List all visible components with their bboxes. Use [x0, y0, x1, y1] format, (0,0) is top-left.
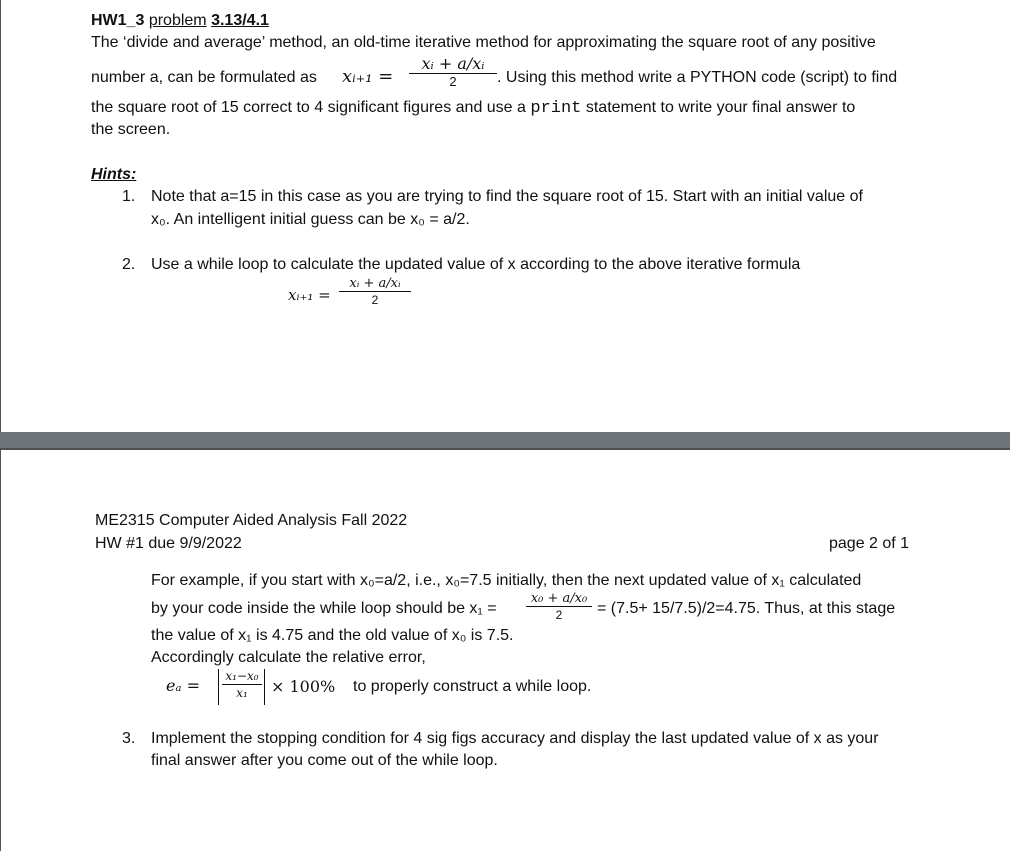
hint-2-line-1: Use a while loop to calculate the updated value of x according to the above iterative formula: [151, 256, 801, 273]
formula-denominator: 2: [449, 74, 457, 89]
hints-heading: Hints:: [91, 166, 137, 183]
hint-3-line-1: Implement the stopping condition for 4 sig figs accuracy and display the last updated value of x as your: [151, 730, 879, 747]
title-number: 3.13/4.1: [211, 12, 269, 29]
hint-1-number: 1.: [122, 188, 136, 205]
hint-3-line-2: final answer after you come out of the while loop.: [151, 752, 498, 769]
intro-line-3a: the square root of 15 correct to 4 significant figures and use a: [91, 99, 526, 116]
example-line-2b: = (7.5+ 15/7.5)/2=4.75. Thus, at this stage: [597, 600, 896, 617]
title-hw: HW1_3: [91, 12, 145, 29]
problem-title: [91, 11, 269, 31]
relative-error-lhs: eₐ =: [166, 676, 200, 695]
page-separator: [0, 432, 1010, 450]
page-2: [0, 450, 1010, 851]
page-number: page 2 of 1: [829, 535, 910, 552]
intro-line-3: [91, 98, 855, 119]
intro-line-2a: number a, can be formulated as: [91, 69, 317, 86]
example-line-2a: by your code inside the while loop should be x₁ =: [151, 600, 497, 617]
intro-line-4: the screen.: [91, 121, 171, 138]
hint-2-denominator: 2: [371, 293, 379, 307]
relative-error-fraction: [222, 669, 262, 702]
hint-2-numerator: xᵢ + a/xᵢ: [349, 276, 401, 291]
hw-due: HW #1 due 9/9/2022: [95, 535, 242, 552]
error-tail-text: to properly construct a while loop.: [353, 678, 592, 695]
times-100-percent: × 100%: [271, 677, 336, 696]
error-denominator: x₁: [236, 686, 248, 700]
print-keyword: print: [530, 99, 582, 118]
hint-3-number: 3.: [122, 730, 136, 747]
hint-2-formula-fraction: [339, 276, 411, 308]
abs-bar-right: [264, 669, 265, 705]
course-header: ME2315 Computer Aided Analysis Fall 2022: [95, 512, 408, 529]
example-line-3: the value of x₁ is 4.75 and the old value of x₀ is 7.5.: [151, 627, 514, 644]
example-denominator: 2: [555, 608, 563, 622]
hint-1-line-1: Note that a=15 in this case as you are trying to find the square root of 15. Start with an initial value of: [151, 188, 863, 205]
example-numerator: x₀ + a/x₀: [530, 591, 588, 606]
hint-2-formula-lhs: xᵢ₊₁ =: [288, 286, 331, 304]
example-line-1: For example, if you start with x₀=a/2, i.e., x₀=7.5 initially, then the next updated value of x₁ calculated: [151, 572, 862, 589]
formula-fraction: [409, 55, 497, 90]
example-fraction: [526, 591, 592, 623]
formula-lhs: xᵢ₊₁ =: [342, 66, 394, 87]
error-numerator: x₁−x₀: [225, 669, 259, 683]
intro-line-3b: statement to write your final answer to: [585, 99, 856, 116]
example-line-4: Accordingly calculate the relative error,: [151, 649, 426, 666]
abs-bar-left: [218, 669, 219, 705]
hint-1-line-2: x₀. An intelligent initial guess can be x₀ = a/2.: [151, 211, 470, 228]
title-problem: problem: [148, 12, 207, 29]
intro-line-2b: . Using this method write a PYTHON code (script) to find: [497, 69, 898, 86]
hint-2-number: 2.: [122, 256, 136, 273]
formula-numerator: xᵢ + a/xᵢ: [421, 54, 485, 73]
intro-line-1: The ‘divide and average’ method, an old-time iterative method for approximating the square root of any positive: [91, 34, 876, 51]
